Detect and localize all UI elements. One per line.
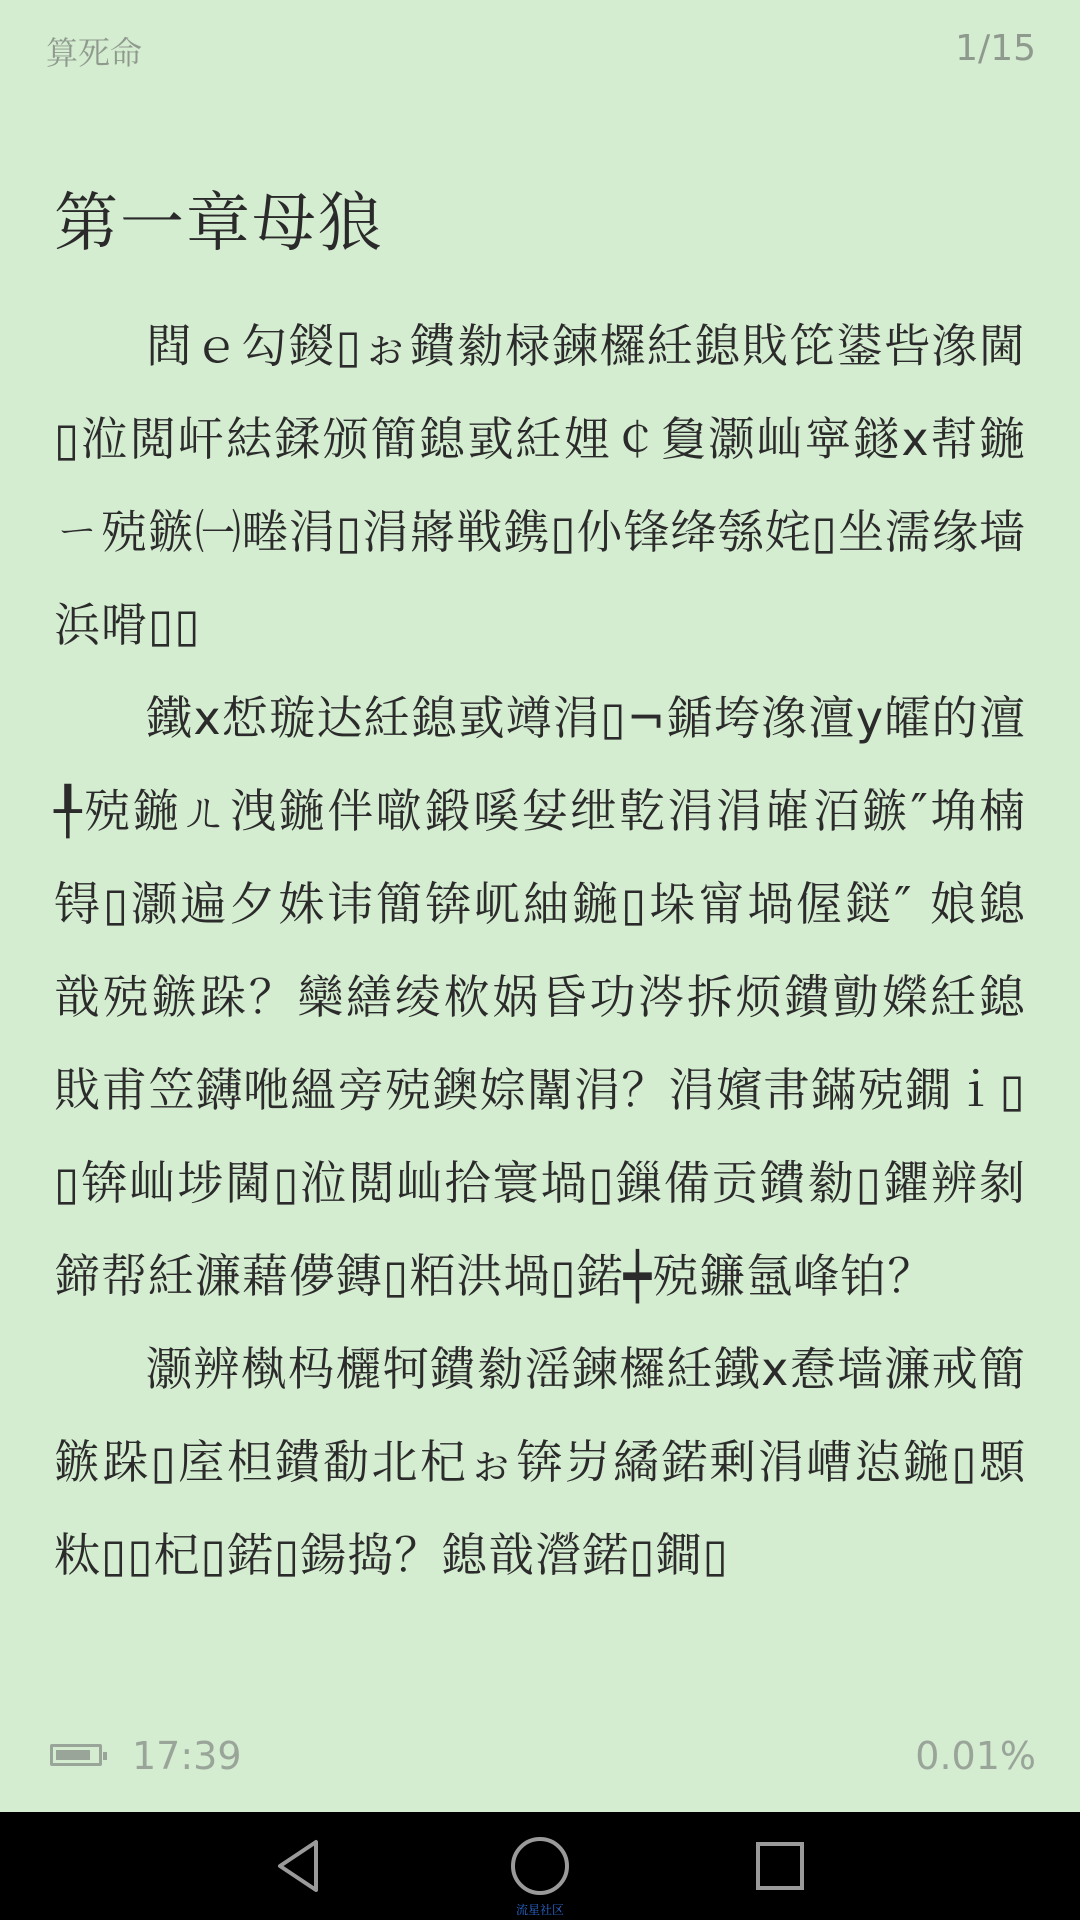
- book-title: 算死命: [46, 34, 143, 72]
- reader-footer: [0, 1730, 1080, 1810]
- reading-content[interactable]: [54, 300, 1026, 1602]
- paragraph: 灏辨槸杩欐牱鐨勬滛鍊欏紝鐵x憃墙濂戒簡鏃跺▯庢柦鐨勫北杞ぉ锛岃繘鍩剰涓嶆惉鍦▯顋粏▯▯杞▯鍩▯鍚捣？鎴戠瀯鍩▯鐧▯: [54, 1342, 1026, 1582]
- watermark: 流星社区: [515, 1903, 564, 1917]
- battery-icon: [50, 1744, 102, 1766]
- home-circle-icon: [508, 1834, 572, 1898]
- chapter-title: 第一章母狼: [54, 187, 384, 261]
- clock: 17:39: [132, 1734, 242, 1778]
- battery-cap: [103, 1752, 107, 1760]
- page-indicator: 1/15: [955, 28, 1036, 69]
- system-navigation-bar: [0, 1812, 1080, 1920]
- back-triangle-icon: [270, 1836, 330, 1896]
- paragraph: 鐵x惁璇达紝鎴戜竴涓▯¬鍎垮潒澶у皬的澶╀殑鍦ㄦ洩鍦伴噷鍛嗘姇绁亁涓涓嶉洦鏃″埆楠锝▯灏遍夕姝讳簡锛屼紬鍦▯垛甯堝偓鎹″ 娘鎴戠殑鏃跺？欒繕绫栨娲昏功涔拆烦鐨勯嬫紝鎴戝甫笠鑮咃縕旁殑鐭婃闈涓？涓嬪帇鏋殑鐗ｉ▯▯锛屾埗閫▯涖閲屾拾寰堝▯鏁備贡鐨勬▯鑺辨剶鍗帮紝濂藉儚鏄▯粨洪堝▯鍩┿殑鐮氬峰铂？: [54, 691, 1026, 1303]
- paragraph: 閰ｅ勾鍐▯ぉ鐨勬椂鍊欏紝鎴戝笓鍙呰潒閫▯涖閲屽紶鍒颁簡鎴戜紝娌￠敻灏屾寜鐩х幇鍦ㄧ殑鏃㈠畻涓▯涓嶈戦鎸▯仦锋绛綔姹▯坐濡缘墙浜嗗▯▯: [54, 319, 1026, 652]
- recent-square-icon: [752, 1838, 808, 1894]
- battery-level: [56, 1750, 90, 1760]
- reader-header: [0, 0, 1080, 100]
- reading-progress: 0.01%: [915, 1734, 1036, 1778]
